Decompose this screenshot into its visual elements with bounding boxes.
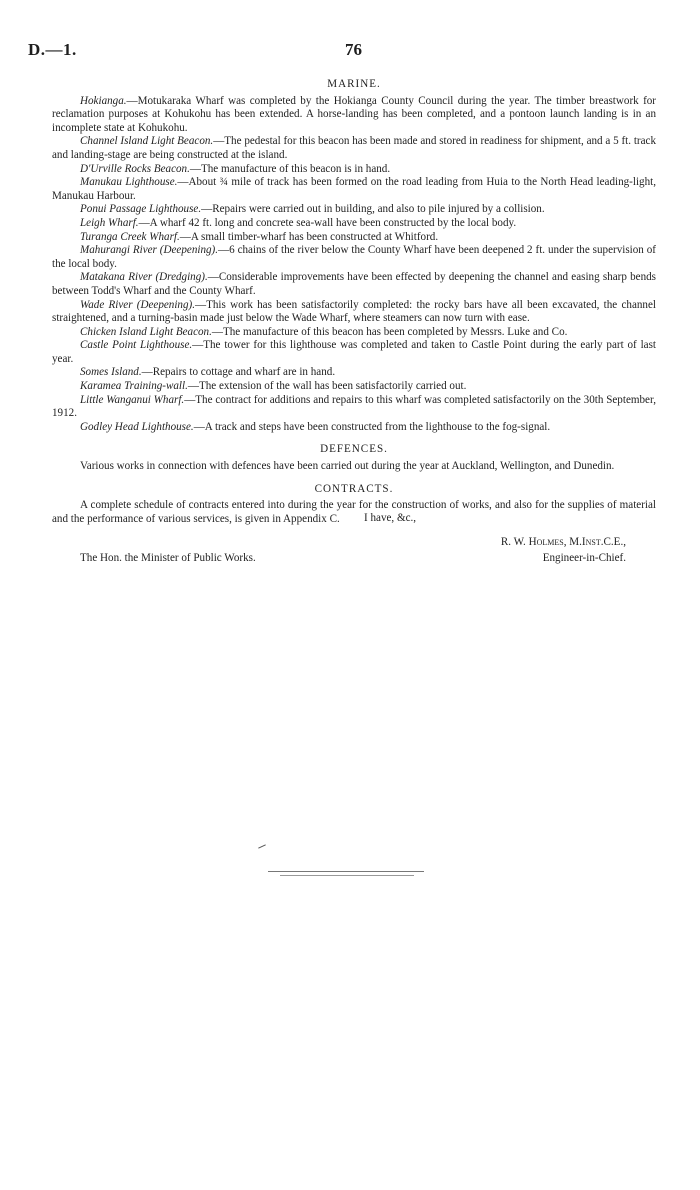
item-text: —The manufacture of this beacon has been completed by Messrs. Luke and Co.: [211, 325, 568, 338]
item-text: —Considerable improvements have been effected by deepening the channel and easing sharp bends between Todd's Wharf and the County Wharf.: [52, 271, 657, 297]
item-title: Wade River (Deepening).: [80, 298, 195, 311]
end-rule-lower: [280, 875, 414, 876]
marine-item-castle-point: [52, 339, 656, 366]
marine-item-godley-head: [52, 421, 656, 435]
item-text: —6 chains of the river below the County Wharf have been deepened 2 ft. under the supervision of the local body.: [52, 244, 656, 270]
item-text: —The manufacture of this beacon is in hand.: [189, 162, 391, 175]
marine-item-durville-rocks: [52, 163, 656, 177]
item-text: —Motukaraka Wharf was completed by the Hokianga County Council during the year. The timber breastwork for reclamation purposes at Kohukohu has been extended. A horse-landing has been completed, and a pontoon launch landing is in an incomplete state at Kohukohu.: [52, 94, 656, 134]
marine-item-karamea: [52, 380, 656, 394]
item-title: Castle Point Lighthouse.: [80, 339, 193, 352]
marine-item-ponui-passage: [52, 203, 656, 217]
document-body: [52, 78, 656, 568]
marine-item-turanga-creek: [52, 231, 656, 245]
end-rule: [268, 871, 424, 872]
item-text: —Repairs to cottage and wharf are in hand.: [141, 366, 336, 379]
item-title: Leigh Wharf.: [80, 216, 139, 229]
contracts-heading: CONTRACTS.: [314, 482, 394, 495]
marine-item-little-wanganui: [52, 394, 656, 421]
document-code: D.—1.: [28, 40, 77, 59]
item-text: —A track and steps have been constructed from the lighthouse to the fog-signal.: [193, 420, 551, 433]
item-text: —The extension of the wall has been satisfactorily carried out.: [187, 380, 467, 393]
item-title: Matakana River (Dredging).: [80, 271, 208, 284]
item-title: Ponui Passage Lighthouse.: [80, 203, 202, 216]
marine-item-chicken-island: [52, 326, 656, 340]
item-title: Manukau Lighthouse.: [80, 176, 178, 189]
item-title: Hokianga.: [80, 94, 127, 107]
item-text: —A wharf 42 ft. long and concrete sea-wall have been constructed by the local body.: [138, 216, 517, 229]
marine-item-leigh-wharf: [52, 217, 656, 231]
item-title: Channel Island Light Beacon.: [80, 135, 214, 148]
item-text: —Repairs were carried out in building, and also to pile injured by a collision.: [201, 203, 545, 216]
item-title: Godley Head Lighthouse.: [80, 420, 194, 433]
marine-item-matakana-river: [52, 271, 656, 298]
item-title: Somes Island.: [80, 366, 142, 379]
item-text: —The contract for additions and repairs to this wharf was completed satisfactorily on the 30th September, 1912.: [52, 393, 656, 420]
item-text: —About ¾ mile of track has been formed on the road leading from Huia to the North Head leading-light, Manukau Harbour.: [52, 176, 656, 202]
item-title: Mahurangi River (Deepening).: [80, 244, 219, 257]
marine-item-mahurangi-river: [52, 244, 656, 271]
item-title: Karamea Training-wall.: [80, 380, 188, 393]
defences-text: Various works in connection with defences have been carried out during the year at Auckland, Wellington, and Dunedin.: [80, 460, 615, 473]
item-title: Chicken Island Light Beacon.: [80, 325, 212, 338]
item-title: Turanga Creek Wharf.: [80, 230, 180, 243]
addressee: The Hon. the Minister of Public Works.: [80, 552, 256, 565]
page-number: 76: [345, 40, 362, 59]
i-have-text: I have, &c.,: [364, 512, 417, 525]
item-text: —This work has been satisfactorily completed: the rocky bars have all been excavated, the channel straightened, and a turning-basin made just below the Wade Wharf, where steamers can now turn with ease.: [52, 298, 656, 325]
marine-item-somes-island: [52, 366, 656, 380]
item-title: Little Wanganui Wharf.: [80, 393, 185, 406]
item-text: —A small timber-wharf has been constructed at Whitford.: [179, 230, 439, 243]
signatory-title: Engineer-in-Chief.: [542, 552, 626, 565]
marine-item-hokianga: [52, 95, 656, 136]
contracts-body: A complete schedule of contracts entered into during the year for the construction of works, and also for the supplies of material and the performance of various services, is given in Appendix C.: [52, 499, 656, 525]
signatory-name: R. W. Holmes, M.Inst.C.E.,: [500, 536, 626, 549]
item-text: —The tower for this lighthouse was completed and taken to Castle Point during the early part of last year.: [52, 339, 656, 365]
ink-mark: [258, 844, 266, 848]
marine-heading: MARINE.: [327, 78, 381, 90]
item-text: —The pedestal for this beacon has been made and stored in readiness for shipment, and a 5 ft. track and landing-stage are being constructed at the island.: [52, 135, 656, 161]
marine-item-wade-river: [52, 299, 656, 326]
defences-heading: DEFENCES.: [320, 443, 388, 456]
marine-item-manukau: [52, 176, 656, 203]
marine-item-channel-island: [52, 135, 656, 162]
item-title: D'Urville Rocks Beacon.: [80, 162, 190, 175]
